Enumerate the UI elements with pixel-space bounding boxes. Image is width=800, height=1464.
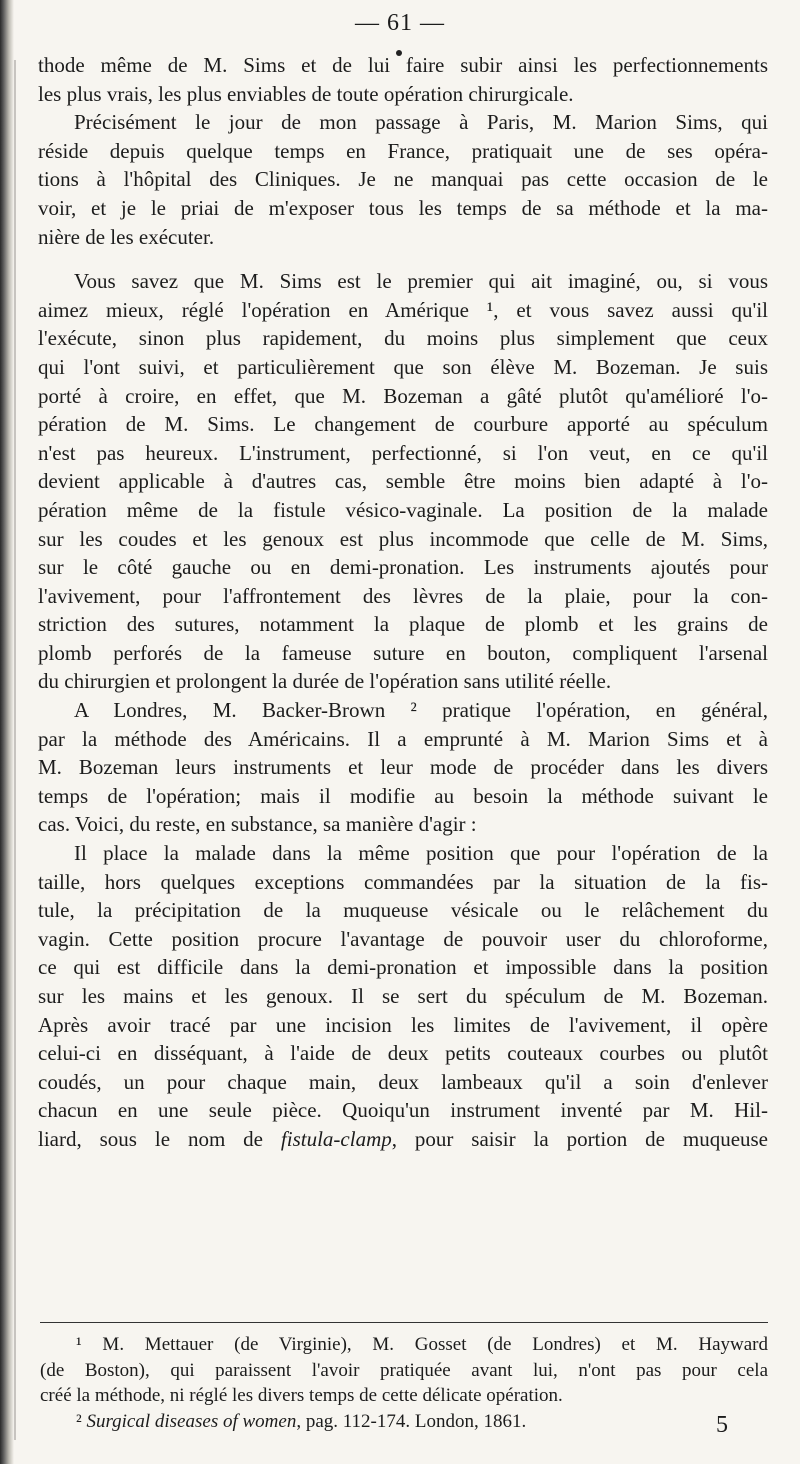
text-line-with-italic: liard, sous le nom de fistula-clamp, pour saisir la portion de muqueuse bbox=[38, 1126, 769, 1151]
text-line: striction des sutures, notamment la plaque de plomb et les grains de bbox=[38, 612, 768, 637]
text-line: l'exécute, sinon plus rapidement, du moins plus simplement que ceux bbox=[38, 326, 768, 351]
text-line: coudés, un pour chaque main, deux lambeaux qu'il a soin d'enlever bbox=[38, 1069, 768, 1094]
text-line: Après avoir tracé par une incision les limites de l'avivement, il opère bbox=[38, 1012, 768, 1037]
text-line: nière de les exécuter. bbox=[38, 224, 215, 249]
text-line: porté à croire, en effet, que M. Bozeman a gâté plutôt qu'amélioré l'o- bbox=[38, 383, 768, 408]
text-line: voir, et je le priai de m'exposer tous les temps de sa méthode et la ma- bbox=[38, 195, 768, 220]
text-line: cas. Voici, du reste, en substance, sa manière d'agir : bbox=[38, 812, 477, 837]
main-text bbox=[38, 51, 768, 1154]
text-line: n'est pas heureux. L'instrument, perfectionné, si l'on veut, en ce qu'il bbox=[38, 440, 768, 465]
text-line: sur les coudes et les genoux est plus incommode que celle de M. Sims, bbox=[38, 526, 768, 551]
text-line: ce qui est difficile dans la demi-pronation et impossible dans la position bbox=[38, 955, 768, 980]
text-line: pération même de la fistule vésico-vaginale. La position de la malade bbox=[38, 497, 768, 522]
text-line: l'avivement, pour l'affrontement des lèvres de la plaie, pour la con- bbox=[38, 583, 768, 608]
footnote-line: (de Boston), qui paraissent l'avoir pratiquée avant lui, n'ont pas pour cela bbox=[40, 1359, 768, 1381]
text-line: A Londres, M. Backer-Brown ² pratique l'opération, en général, bbox=[74, 698, 768, 723]
text-line: chacun en une seule pièce. Quoiqu'un instrument inventé par M. Hil- bbox=[38, 1098, 768, 1123]
text-line: vagin. Cette position procure l'avantage de pouvoir user du chloroforme, bbox=[38, 926, 768, 951]
footnotes bbox=[40, 1332, 768, 1434]
text-line: taille, hors quelques exceptions commandées par la situation de la fis- bbox=[38, 869, 768, 894]
footnote-line: ¹ M. Mettauer (de Virginie), M. Gosset (de Londres) et M. Hayward bbox=[76, 1334, 768, 1355]
binding-shadow bbox=[0, 0, 14, 1464]
text-line: devient applicable à d'autres cas, semble être moins bien adapté à l'o- bbox=[38, 469, 768, 494]
text-line: temps de l'opération; mais il modifie au besoin la méthode suivant le bbox=[38, 783, 768, 808]
binding-crease bbox=[14, 60, 16, 1440]
text-line: plomb perforés de la fameuse suture en bouton, compliquent l'arsenal bbox=[38, 640, 768, 665]
text-line: Précisément le jour de mon passage à Paris, M. Marion Sims, qui bbox=[74, 110, 768, 135]
footnote-rule bbox=[40, 1322, 768, 1323]
footnote-line: ² Surgical diseases of women, pag. 112-174. London, 1861. bbox=[76, 1410, 527, 1432]
text-line: par la méthode des Américains. Il a emprunté à M. Marion Sims et à bbox=[38, 726, 768, 751]
text-line: thode même de M. Sims et de lui faire subir ainsi les perfectionnements bbox=[38, 53, 768, 77]
text-line: tions à l'hôpital des Cliniques. Je ne manquai pas cette occasion de le bbox=[38, 167, 768, 192]
text-line: les plus vrais, les plus enviables de toute opération chirurgicale. bbox=[38, 81, 574, 106]
text-line: Il place la malade dans la même position que pour l'opération de la bbox=[74, 841, 768, 866]
text-line: réside depuis quelque temps en France, pratiquait une de ses opéra- bbox=[38, 138, 768, 163]
text-line: qui l'ont suivi, et particulièrement que son élève M. Bozeman. Je suis bbox=[38, 354, 768, 379]
signature-mark: 5 bbox=[716, 1412, 728, 1438]
text-line: sur les mains et les genoux. Il se sert du spéculum de M. Bozeman. bbox=[38, 984, 768, 1008]
text-line: aimez mieux, réglé l'opération en Amérique ¹, et vous savez aussi qu'il bbox=[38, 297, 768, 322]
text-line: tule, la précipitation de la muqueuse vésicale ou le relâchement du bbox=[38, 898, 768, 923]
text-line: celui-ci en disséquant, à l'aide de deux petits couteaux courbes ou plutôt bbox=[38, 1041, 768, 1066]
text-line: pération de M. Sims. Le changement de courbure apporté au spéculum bbox=[38, 412, 768, 437]
text-line: du chirurgien et prolongent la durée de l'opération sans utilité réelle. bbox=[38, 669, 612, 694]
page-number: — 61 — bbox=[355, 10, 445, 36]
text-line: Vous savez que M. Sims est le premier qui ait imaginé, ou, si vous bbox=[74, 269, 768, 294]
text-line: M. Bozeman leurs instruments et leur mode de procéder dans les divers bbox=[38, 755, 768, 780]
footnote-line: créé la méthode, ni réglé les divers temps de cette délicate opération. bbox=[40, 1385, 563, 1406]
text-line: sur le côté gauche ou en demi-pronation. Les instruments ajoutés pour bbox=[38, 555, 768, 580]
